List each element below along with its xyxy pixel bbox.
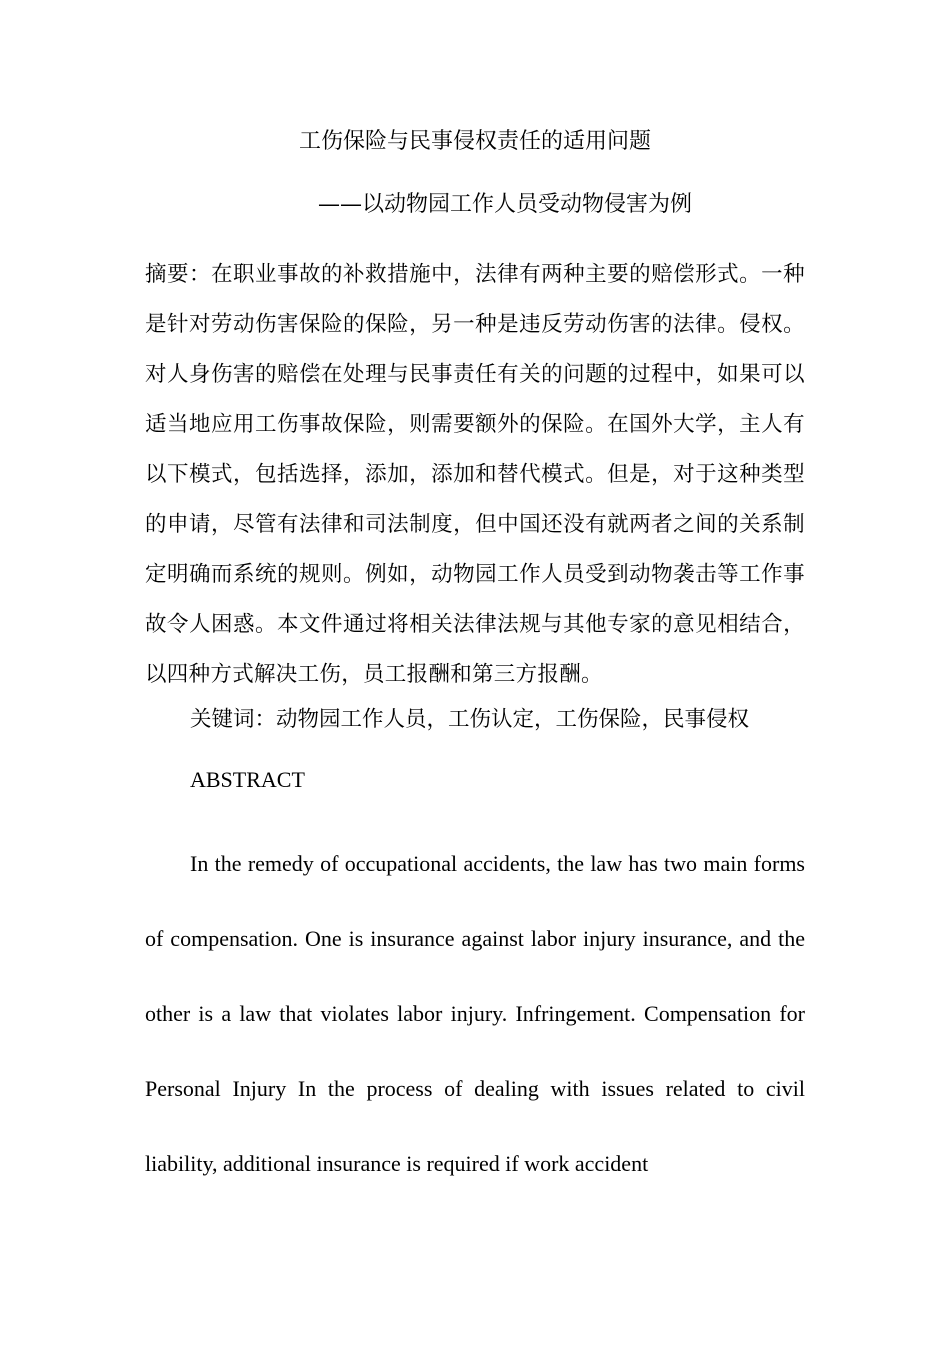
english-abstract-heading: ABSTRACT <box>190 767 305 792</box>
chinese-abstract: 摘要：在职业事故的补救措施中，法律有两种主要的赔偿形式。一种是针对劳动伤害保险的保险，另一种是违反劳动伤害的法律。侵权。对人身伤害的赔偿在处理与民事责任有关的问题的过程中，如果可以适当地应用工伤事故保险，则需要额外的保险。在国外大学，主人有以下模式，包括选择，添加，添加和替代模式。但是，对于这种类型的申请，尽管有法律和司法制度，但中国还没有就两者之间的关系制定明确而系统的规则。例如，动物园工作人员受到动物袭击等工作事故令人困惑。本文件通过将相关法律法规与其他专家的意见相结合，以四种方式解决工伤，员工报酬和第三方报酬。 <box>145 262 805 687</box>
english-abstract: In the remedy of occupational accidents, the law has two main forms of compensation. One is insurance against labor injury insurance, and the other is a law that violates labor injury. Infringement. Compensation for Personal Injury In the process of dealing with issues related to civil liability, additional insurance is required if work accident <box>145 851 805 1176</box>
document-subtitle: ——以动物园工作人员受动物侵害为例 <box>317 192 692 217</box>
document-title: 工伤保险与民事侵权责任的适用问题 <box>298 129 651 154</box>
keywords-line: 关键词：动物园工作人员，工伤认定，工伤保险，民事侵权 <box>190 707 750 732</box>
